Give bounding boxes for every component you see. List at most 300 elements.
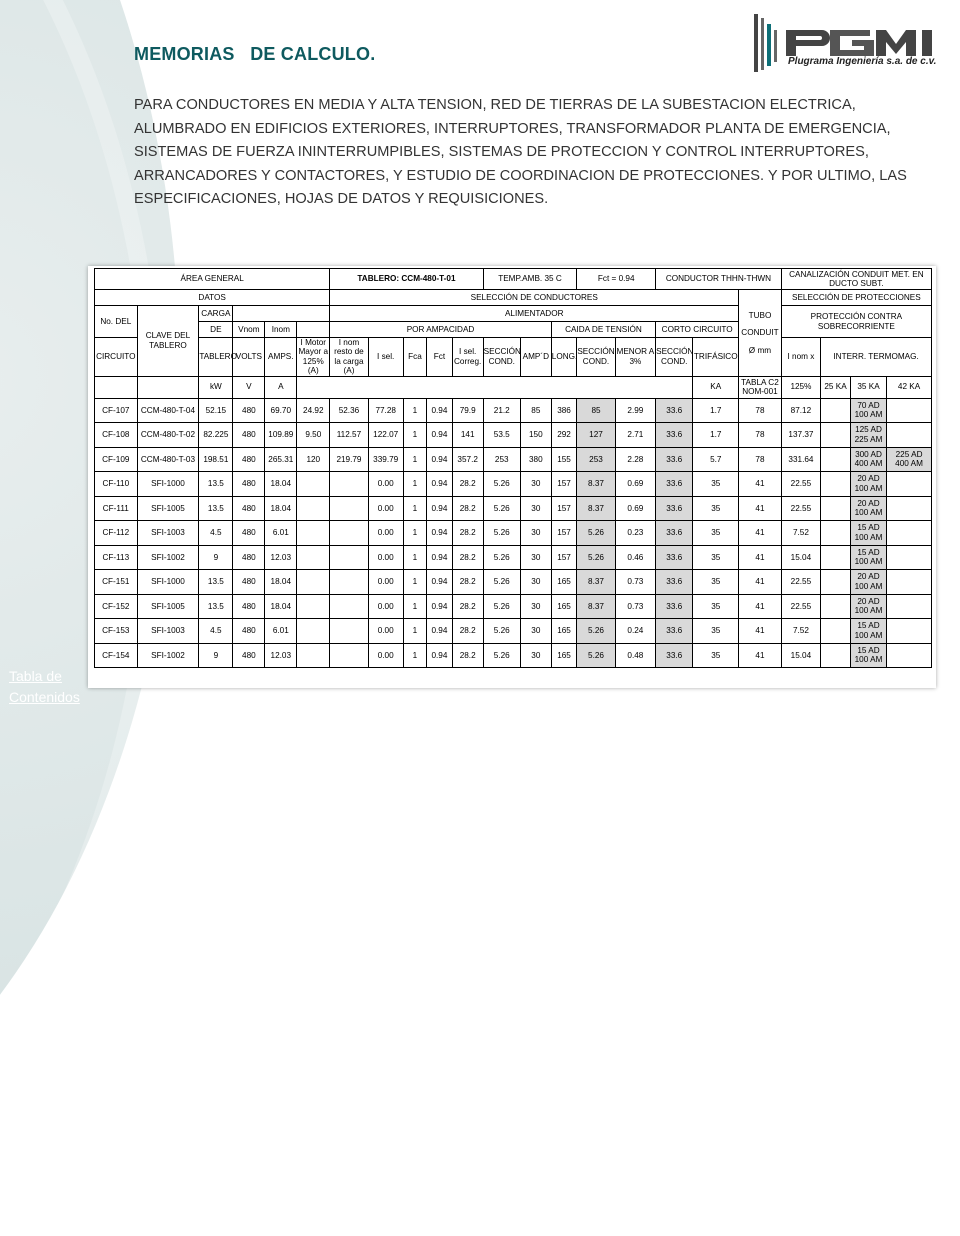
hdr-a: A: [265, 376, 297, 398]
hdr-area-general: ÁREA GENERAL: [95, 269, 330, 290]
cell-c: CF-111: [95, 496, 138, 521]
cell-sec2: 8.37: [577, 496, 615, 521]
cell-k35a: 70 AD: [857, 400, 880, 410]
cell-kw: 9: [199, 545, 233, 570]
cell-sec2: 5.26: [577, 545, 615, 570]
cell-inx: 22.55: [781, 570, 820, 595]
cell-k25: [821, 423, 851, 448]
cell-isel: 0.00: [368, 545, 403, 570]
cell-kw: 13.5: [199, 496, 233, 521]
cell-inx: 137.37: [781, 423, 820, 448]
cell-a: 18.04: [265, 496, 297, 521]
cell-k35a: 20 AD: [857, 498, 880, 508]
cell-k42a: 225 AD: [895, 449, 923, 459]
cell-sec2: 8.37: [577, 472, 615, 497]
cell-isel: 0.00: [368, 594, 403, 619]
cell-fct: 0.94: [427, 423, 453, 448]
cell-k25: [821, 472, 851, 497]
cell-ampd: 30: [520, 570, 551, 595]
cell-inr: [330, 545, 368, 570]
cell-c: CF-109: [95, 447, 138, 472]
hdr-25ka: 25 KA: [821, 376, 851, 398]
cell-men: 2.71: [615, 423, 655, 448]
cell-sec2: 8.37: [577, 570, 615, 595]
cell-k35b: 100 AM: [854, 557, 883, 567]
cell-kw: 13.5: [199, 570, 233, 595]
cell-inx: 22.55: [781, 496, 820, 521]
cell-long: 157: [551, 545, 577, 570]
hdr-volts: VOLTS: [233, 338, 265, 377]
cell-sec3: 33.6: [656, 472, 693, 497]
cell-a: 12.03: [265, 545, 297, 570]
cell-tubo: 78: [739, 447, 782, 472]
cell-inr: [330, 619, 368, 644]
cell-k35a: 15 AD: [857, 523, 880, 533]
cell-ka: 35: [693, 496, 739, 521]
cell-k42: [887, 545, 932, 570]
cell-k35: [850, 521, 886, 546]
hdr-empty-1: [233, 306, 330, 322]
cell-fca: 1: [403, 545, 426, 570]
table-row: [95, 496, 932, 521]
table-row: [95, 643, 932, 668]
hdr-vnom: Vnom: [233, 322, 265, 338]
cell-sec3: 33.6: [656, 643, 693, 668]
cell-ampd: 380: [520, 447, 551, 472]
cell-kw: 13.5: [199, 472, 233, 497]
cell-im: 9.50: [297, 423, 330, 448]
hdr-temp: TEMP.AMB. 35 C: [483, 269, 577, 290]
cell-v: 480: [233, 570, 265, 595]
cell-iselc: 28.2: [452, 496, 483, 521]
cell-isel: 0.00: [368, 570, 403, 595]
cell-k35b: 100 AM: [854, 655, 883, 665]
cell-sec2: 5.26: [577, 643, 615, 668]
cell-fca: 1: [403, 423, 426, 448]
hdr-sel-conductores: SELECCIÓN DE CONDUCTORES: [330, 290, 739, 306]
cell-long: 157: [551, 521, 577, 546]
cell-im: [297, 521, 330, 546]
cell-k25: [821, 496, 851, 521]
cell-im: [297, 643, 330, 668]
cell-kw: 4.5: [199, 521, 233, 546]
logo-tagline: Plugrama Ingeniería s.a. de c.v.: [788, 56, 937, 67]
table-row: [95, 398, 932, 423]
cell-kw: 198.51: [199, 447, 233, 472]
cell-long: 165: [551, 594, 577, 619]
hdr-datos: DATOS: [95, 290, 330, 306]
cell-iselc: 28.2: [452, 545, 483, 570]
cell-k25: [821, 447, 851, 472]
hdr-clave: CLAVE DEL TABLERO: [137, 306, 199, 377]
cell-ka: 35: [693, 521, 739, 546]
table-row: [95, 619, 932, 644]
cell-c: CF-151: [95, 570, 138, 595]
cell-isel: 0.00: [368, 472, 403, 497]
cell-long: 165: [551, 570, 577, 595]
cell-fct: 0.94: [427, 472, 453, 497]
cell-k35b: 100 AM: [854, 581, 883, 591]
cell-ampd: 30: [520, 594, 551, 619]
cell-isel: 122.07: [368, 423, 403, 448]
cell-inr: [330, 472, 368, 497]
cell-k35: [850, 447, 886, 472]
cell-long: 386: [551, 398, 577, 423]
cell-clave: SFI-1005: [137, 594, 199, 619]
hdr-tubo-l3: Ø mm: [748, 345, 772, 355]
cell-k35a: 125 AD: [855, 425, 882, 435]
cell-sec: 5.26: [483, 570, 520, 595]
cell-k35b: 100 AM: [854, 606, 883, 616]
cell-fct: 0.94: [427, 545, 453, 570]
hdr-alimentador: ALIMENTADOR: [330, 306, 739, 322]
hdr-empty-2: [297, 322, 330, 338]
cell-sec: 5.26: [483, 594, 520, 619]
cell-v: 480: [233, 447, 265, 472]
cell-a: 6.01: [265, 521, 297, 546]
cell-v: 480: [233, 643, 265, 668]
hdr-tubo-l1: TUBO: [748, 310, 772, 320]
cell-k35: [850, 643, 886, 668]
cell-iselc: 79.9: [452, 398, 483, 423]
cell-inr: [330, 594, 368, 619]
cell-clave: SFI-1002: [137, 545, 199, 570]
cell-inr: [330, 521, 368, 546]
cell-iselc: 28.2: [452, 619, 483, 644]
cell-tubo: 41: [739, 521, 782, 546]
cell-tubo: 41: [739, 545, 782, 570]
cell-k35b: 100 AM: [854, 508, 883, 518]
cell-fct: 0.94: [427, 496, 453, 521]
cell-isel: 0.00: [368, 619, 403, 644]
hdr-isel: I sel.: [368, 338, 403, 377]
cell-k35a: 20 AD: [857, 596, 880, 606]
cell-ampd: 85: [520, 398, 551, 423]
hdr-de: DE: [199, 322, 233, 338]
cell-sec2: 85: [577, 398, 615, 423]
hdr-fca: Fca: [403, 338, 426, 377]
cell-k25: [821, 619, 851, 644]
hdr-caida: CAIDA DE TENSIÓN: [551, 322, 655, 338]
cell-fca: 1: [403, 496, 426, 521]
cell-k25: [821, 643, 851, 668]
cell-fca: 1: [403, 643, 426, 668]
table-row: [95, 521, 932, 546]
cell-sec: 5.26: [483, 496, 520, 521]
cell-k25: [821, 570, 851, 595]
cell-fca: 1: [403, 570, 426, 595]
hdr-amps: AMPS.: [265, 338, 297, 377]
hdr-inom-resto: I nom resto de la carga (A): [330, 338, 368, 377]
cell-k35a: 20 AD: [857, 572, 880, 582]
cell-iselc: 141: [452, 423, 483, 448]
cell-ampd: 30: [520, 619, 551, 644]
cell-fct: 0.94: [427, 594, 453, 619]
cell-isel: 0.00: [368, 496, 403, 521]
cell-inx: 22.55: [781, 594, 820, 619]
cell-isel: 0.00: [368, 521, 403, 546]
cell-long: 165: [551, 643, 577, 668]
hdr-42ka: 42 KA: [887, 376, 932, 398]
cell-fct: 0.94: [427, 447, 453, 472]
cell-tubo: 41: [739, 619, 782, 644]
cell-k25: [821, 545, 851, 570]
cell-k35a: 15 AD: [857, 645, 880, 655]
cell-ka: 35: [693, 619, 739, 644]
cell-a: 18.04: [265, 472, 297, 497]
cell-sec3: 33.6: [656, 496, 693, 521]
cell-sec2: 8.37: [577, 594, 615, 619]
hdr-imotor: I Motor Mayor a 125% (A): [298, 338, 329, 376]
cell-sec3: 33.6: [656, 594, 693, 619]
hdr-empty-3: [95, 376, 138, 398]
cell-v: 480: [233, 521, 265, 546]
page-title: MEMORIAS DE CALCULO.: [134, 44, 376, 64]
cell-ampd: 30: [520, 472, 551, 497]
cell-inr: 52.36: [330, 398, 368, 423]
cell-inr: [330, 643, 368, 668]
cell-c: CF-108: [95, 423, 138, 448]
cell-long: 292: [551, 423, 577, 448]
cell-ampd: 30: [520, 545, 551, 570]
cell-k35b: 100 AM: [854, 410, 883, 420]
hdr-tubo-l2: CONDUIT: [741, 328, 779, 338]
cell-sec2: 127: [577, 423, 615, 448]
hdr-fct-col: Fct: [427, 338, 453, 377]
cell-tubo: 41: [739, 496, 782, 521]
hdr-seccion: SECCIÓN COND.: [483, 338, 520, 377]
cell-clave: SFI-1003: [137, 619, 199, 644]
cell-v: 480: [233, 545, 265, 570]
cell-sec3: 33.6: [656, 447, 693, 472]
cell-k42: [887, 423, 932, 448]
cell-fca: 1: [403, 594, 426, 619]
cell-clave: SFI-1002: [137, 643, 199, 668]
cell-im: [297, 619, 330, 644]
cell-ampd: 30: [520, 643, 551, 668]
hdr-trifasico: TRIFÁSICO: [693, 338, 739, 377]
cell-long: 165: [551, 619, 577, 644]
hdr-tablero-sub: TABLERO: [199, 338, 233, 377]
cell-men: 0.46: [615, 545, 655, 570]
cell-k42: [887, 594, 932, 619]
cell-clave: CCM-480-T-03: [137, 447, 199, 472]
cell-iselc: 28.2: [452, 594, 483, 619]
cell-a: 6.01: [265, 619, 297, 644]
cell-a: 12.03: [265, 643, 297, 668]
cell-k35a: 15 AD: [857, 547, 880, 557]
cell-isel: 339.79: [368, 447, 403, 472]
cell-k35: [850, 398, 886, 423]
cell-im: [297, 472, 330, 497]
cell-clave: SFI-1005: [137, 496, 199, 521]
cell-k35b: 100 AM: [854, 483, 883, 493]
hdr-menor: MENOR A 3%: [615, 338, 655, 377]
cell-men: 2.99: [615, 398, 655, 423]
cell-fca: 1: [403, 619, 426, 644]
cell-k35: [850, 423, 886, 448]
cell-fct: 0.94: [427, 521, 453, 546]
cell-sec3: 33.6: [656, 398, 693, 423]
hdr-prot-contra: PROTECCIÓN CONTRA SOBRECORRIENTE: [781, 306, 931, 338]
cell-c: CF-112: [95, 521, 138, 546]
cell-inr: 112.57: [330, 423, 368, 448]
cell-sec: 5.26: [483, 472, 520, 497]
hdr-ampd: AMP´D: [520, 338, 551, 377]
cell-long: 157: [551, 496, 577, 521]
cell-inx: 87.12: [781, 398, 820, 423]
cell-sec: 5.26: [483, 619, 520, 644]
cell-k42: [887, 496, 932, 521]
cell-v: 480: [233, 496, 265, 521]
cell-fca: 1: [403, 521, 426, 546]
toc-link[interactable]: [9, 666, 80, 708]
cell-iselc: 357.2: [452, 447, 483, 472]
cell-long: 155: [551, 447, 577, 472]
cell-k25: [821, 521, 851, 546]
cell-im: [297, 594, 330, 619]
cell-ka: 5.7: [693, 447, 739, 472]
toc-link-line1[interactable]: Tabla de: [9, 668, 62, 684]
cell-sec3: 33.6: [656, 521, 693, 546]
hdr-circuito: CIRCUITO: [95, 338, 138, 377]
cell-inr: 219.79: [330, 447, 368, 472]
calc-table: [94, 268, 932, 668]
cell-k35a: 20 AD: [857, 474, 880, 484]
cell-k42: [887, 570, 932, 595]
cell-kw: 4.5: [199, 619, 233, 644]
hdr-canalizacion: CANALIZACIÓN CONDUIT MET. EN DUCTO SUBT.: [781, 269, 931, 290]
table-body: [95, 398, 932, 668]
table-row: [95, 423, 932, 448]
cell-k35: [850, 472, 886, 497]
cell-a: 69.70: [265, 398, 297, 423]
cell-v: 480: [233, 423, 265, 448]
hdr-ka: KA: [693, 376, 739, 398]
cell-k35: [850, 545, 886, 570]
hdr-seccion3: SECCIÓN COND.: [656, 338, 693, 377]
cell-ka: 35: [693, 472, 739, 497]
cell-iselc: 28.2: [452, 472, 483, 497]
cell-ka: 35: [693, 643, 739, 668]
cell-iselc: 28.2: [452, 570, 483, 595]
cell-k35b: 225 AM: [854, 434, 883, 444]
table-row: [95, 545, 932, 570]
cell-im: [297, 570, 330, 595]
cell-tubo: 78: [739, 398, 782, 423]
cell-ka: 35: [693, 570, 739, 595]
hdr-corto: CORTO CIRCUITO: [656, 322, 739, 338]
cell-ampd: 150: [520, 423, 551, 448]
cell-c: CF-113: [95, 545, 138, 570]
cell-fct: 0.94: [427, 643, 453, 668]
hdr-tubo: [739, 290, 782, 377]
cell-inx: 331.64: [781, 447, 820, 472]
cell-men: 0.23: [615, 521, 655, 546]
cell-k25: [821, 398, 851, 423]
table-row: [95, 570, 932, 595]
cell-clave: CCM-480-T-04: [137, 398, 199, 423]
cell-k35: [850, 496, 886, 521]
cell-k35: [850, 594, 886, 619]
cell-fct: 0.94: [427, 619, 453, 644]
cell-tubo: 41: [739, 643, 782, 668]
cell-k42b: 400 AM: [895, 459, 923, 469]
cell-ampd: 30: [520, 521, 551, 546]
cell-inx: 15.04: [781, 643, 820, 668]
hdr-tabla: TABLA C2 NOM-001: [739, 376, 782, 398]
cell-c: CF-152: [95, 594, 138, 619]
cell-ka: 1.7: [693, 423, 739, 448]
hdr-seccion2: SECCIÓN COND.: [577, 338, 615, 377]
hdr-sel-protecciones: SELECCIÓN DE PROTECCIONES: [781, 290, 931, 306]
cell-clave: SFI-1000: [137, 570, 199, 595]
cell-a: 18.04: [265, 594, 297, 619]
hdr-empty-4: [137, 376, 199, 398]
table-row: [95, 594, 932, 619]
cell-sec: 21.2: [483, 398, 520, 423]
cell-isel: 0.00: [368, 643, 403, 668]
cell-k42: [887, 447, 932, 472]
hdr-inom: Inom: [265, 322, 297, 338]
cell-v: 480: [233, 472, 265, 497]
cell-k42: [887, 521, 932, 546]
cell-tubo: 78: [739, 423, 782, 448]
cell-tubo: 41: [739, 594, 782, 619]
cell-men: 0.73: [615, 570, 655, 595]
hdr-no-del: No. DEL: [95, 306, 138, 338]
cell-fct: 0.94: [427, 398, 453, 423]
cell-men: 0.69: [615, 472, 655, 497]
hdr-carga: CARGA: [199, 306, 233, 322]
cell-ka: 1.7: [693, 398, 739, 423]
pgmi-logo: [752, 12, 952, 78]
cell-k35b: 100 AM: [854, 532, 883, 542]
cell-clave: SFI-1003: [137, 521, 199, 546]
cell-fca: 1: [403, 398, 426, 423]
cell-inx: 7.52: [781, 619, 820, 644]
cell-sec: 53.5: [483, 423, 520, 448]
cell-men: 0.48: [615, 643, 655, 668]
cell-sec2: 5.26: [577, 521, 615, 546]
cell-long: 157: [551, 472, 577, 497]
cell-ka: 35: [693, 594, 739, 619]
cell-fca: 1: [403, 447, 426, 472]
cell-sec3: 33.6: [656, 619, 693, 644]
cell-clave: SFI-1000: [137, 472, 199, 497]
cell-iselc: 28.2: [452, 521, 483, 546]
cell-inr: [330, 570, 368, 595]
hdr-35ka: 35 KA: [850, 376, 886, 398]
cell-k25: [821, 594, 851, 619]
cell-im: 120: [297, 447, 330, 472]
hdr-conductor: CONDUCTOR THHN-THWN: [656, 269, 782, 290]
cell-sec: 253: [483, 447, 520, 472]
cell-a: 18.04: [265, 570, 297, 595]
cell-k42: [887, 643, 932, 668]
cell-iselc: 28.2: [452, 643, 483, 668]
table-row: [95, 472, 932, 497]
cell-k42: [887, 472, 932, 497]
hdr-isel-corr: I sel. Correg.: [452, 338, 483, 377]
hdr-kw: kW: [199, 376, 233, 398]
toc-link-line2[interactable]: Contenidos: [9, 689, 80, 705]
hdr-long: LONG.: [551, 338, 577, 377]
cell-fct: 0.94: [427, 570, 453, 595]
cell-fca: 1: [403, 472, 426, 497]
hdr-inomx: I nom x: [781, 338, 820, 377]
hdr-125: 125%: [781, 376, 820, 398]
